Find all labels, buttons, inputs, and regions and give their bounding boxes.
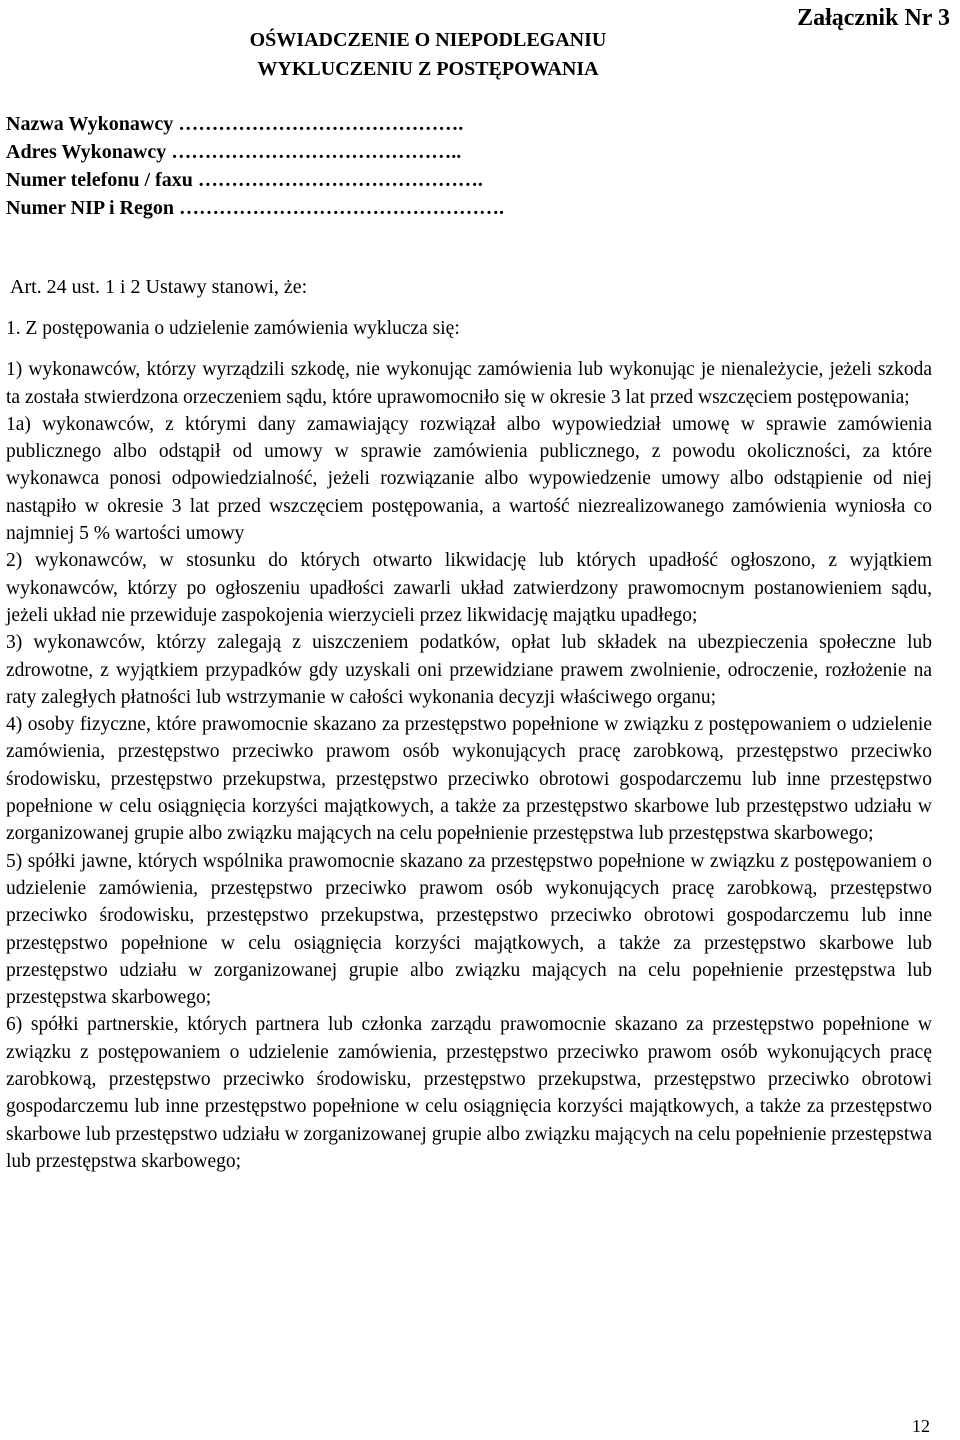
vendor-nip-line: Numer NIP i Regon …………………………………………. <box>6 197 504 219</box>
intro-text: Art. 24 ust. 1 i 2 Ustawy stanowi, że: <box>10 276 308 298</box>
clause-1: 1) wykonawców, którzy wyrządzili szkodę, nie wykonując zamówienia lub wykonując je nienależycie, jeżeli szkoda ta została stwierdzona orzeczeniem sądu, które uprawomocniło się w okresie 3 lat przed wszczęciem postępowania; <box>6 359 932 408</box>
vendor-address-line: Adres Wykonawcy …………………………………….. <box>6 141 462 163</box>
clause-2: 2) wykonawców, w stosunku do których otwarto likwidację lub których upadłość ogłoszono, z wyjątkiem wykonawców, którzy po ogłoszeniu upadłości zawarli układ zatwierdzony prawomocnym postanowieniem sądu, jeżeli układ nie przewiduje zaspokojenia wierzycieli przez likwidację majątku upadłego; <box>6 550 932 626</box>
section-heading: 1. Z postępowania o udzielenie zamówienia wyklucza się: <box>6 318 460 339</box>
clause-5: 5) spółki jawne, których wspólnika prawomocnie skazano za przestępstwo popełnione w związku z postępowaniem o udzielenie zamówienia, przestępstwo przeciwko prawom osób wykonujących pracę zarobkową, przestępstwo przeciwko środowisku, przestępstwo przekupstwa, przestępstwo przeciwko obrotowi gospodarczemu lub inne przestępstwo popełnione w celu osiągnięcia korzyści majątkowych, a także za przestępstwo skarbowe lub przestępstwo udziału w zorganizowanej grupie albo związku mających na celu popełnienie przestępstwa lub przestępstwa skarbowego; <box>6 850 932 1009</box>
attachment-label: Załącznik Nr 3 <box>797 5 950 31</box>
clause-6: 6) spółki partnerskie, których partnera lub członka zarządu prawomocnie skazano za przestępstwo popełnione w związku z postępowaniem o udzielenie zamówienia, przestępstwo przeciwko prawom osób wykonujących pracę zarobkową, przestępstwo przeciwko środowisku, przestępstwo przekupstwa, przestępstwo przeciwko obrotowi gospodarczemu lub inne przestępstwo popełnione w celu osiągnięcia korzyści majątkowych, a także za przestępstwo skarbowe lub przestępstwo udziału w zorganizowanej grupie albo związku mających na celu popełnienie przestępstwa lub przestępstwa skarbowego; <box>6 1014 932 1172</box>
clause-1a: 1a) wykonawców, z którymi dany zamawiający rozwiązał albo wypowiedział umowę w sprawie zamówienia publicznego albo odstąpił od umowy w sprawie zamówienia publicznego, z powodu okoliczności, za które wykonawca ponosi odpowiedzialność, jeżeli rozwiązanie albo wypowiedzenie umowy albo odstąpienie od niej nastąpiło w okresie 3 lat przed wszczęciem postępowania, a wartość niezrealizowanego zamówienia wyniosła co najmniej 5 % wartości umowy <box>6 413 932 545</box>
title-line-1: OŚWIADCZENIE O NIEPODLEGANIU <box>249 29 607 51</box>
vendor-phone-line: Numer telefonu / faxu ……………………………………. <box>6 169 483 191</box>
vendor-info <box>6 110 906 222</box>
document-title <box>148 26 708 84</box>
exclusion-clauses <box>6 315 932 1175</box>
title-line-2: WYKLUCZENIU Z POSTĘPOWANIA <box>257 58 599 80</box>
page-number: 12 <box>912 1416 930 1436</box>
clause-3: 3) wykonawców, którzy zalegają z uiszczeniem podatków, opłat lub składek na ubezpieczenia społeczne lub zdrowotne, z wyjątkiem przypadków gdy uzyskali oni przewidziane prawem zwolnienie, odroczenie, rozłożenie na raty zaległych płatności lub wstrzymanie w całości wykonania decyzji właściwego organu; <box>6 632 932 708</box>
clause-4: 4) osoby fizyczne, które prawomocnie skazano za przestępstwo popełnione w związku z postępowaniem o udzielenie zamówienia, przestępstwo przeciwko prawom osób wykonujących pracę zarobkową, przestępstwo przeciwko środowisku, przestępstwo przekupstwa, przestępstwo przeciwko obrotowi gospodarczemu lub inne przestępstwo popełnione w celu osiągnięcia korzyści majątkowych, a także za przestępstwo skarbowe lub przestępstwo udziału w zorganizowanej grupie albo związku mających na celu popełnienie przestępstwa lub przestępstwa skarbowego; <box>6 714 932 845</box>
vendor-name-line: Nazwa Wykonawcy ……………………………………. <box>6 113 464 135</box>
